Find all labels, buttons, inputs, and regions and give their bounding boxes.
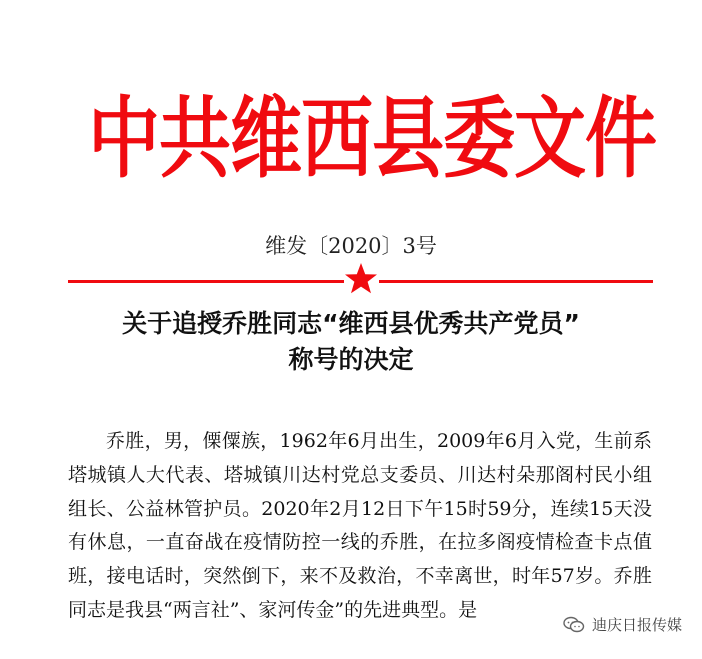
document-title xyxy=(28,306,674,378)
document-title-line-2: 称号的决定 xyxy=(288,345,414,374)
red-divider-left xyxy=(68,280,344,283)
media-watermark xyxy=(558,613,686,637)
body-paragraph: 乔胜，男，傈僳族，1962年6月出生，2009年6月入党，生前系塔城镇人大代表、塔城镇川达村党总支委员、川达村朵那阁村民小组组长、公益林管护员。2020年2月12日下午15时59分，连续15天没有休息，一直奋战在疫情防控一线的乔胜，在拉多阁疫情检查卡点值班，接电话时，突然倒下，来不及救治，不幸离世，时年57岁。乔胜同志是我县“两言社”、家河传金”的先进典型。是 xyxy=(68,430,652,621)
document-body xyxy=(68,425,652,628)
document-title-line-1: 关于追授乔胜同志“维西县优秀共产党员” xyxy=(122,309,580,338)
watermark-label: 迪庆日报传媒 xyxy=(591,616,682,634)
red-star-icon xyxy=(343,262,379,296)
document-number: 维发〔2020〕3号 xyxy=(265,234,437,258)
document-red-heading: 中共维西县委文件 xyxy=(88,87,657,190)
wechat-icon xyxy=(562,615,586,635)
red-divider-right xyxy=(379,280,653,283)
